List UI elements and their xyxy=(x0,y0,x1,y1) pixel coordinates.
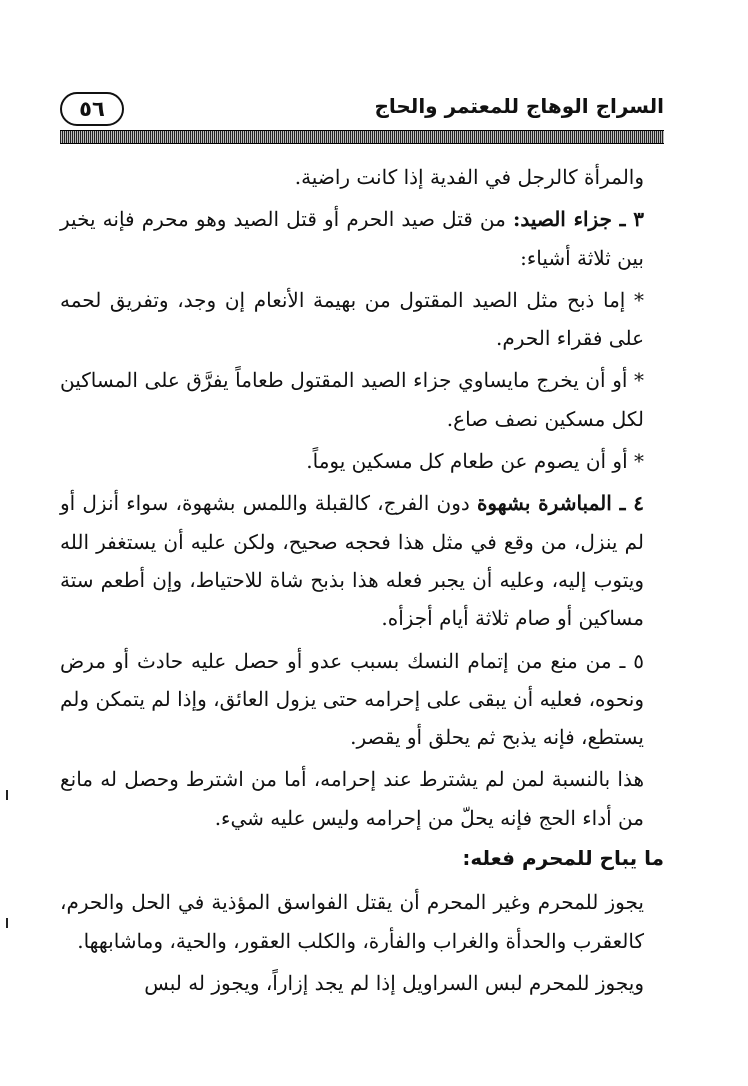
paragraph: والمرأة كالرجل في الفدية إذا كانت راضية. xyxy=(294,165,644,189)
page-number: ٥٦ xyxy=(60,92,124,126)
item-text: دون الفرج، كالقبلة واللمس بشهوة، سواء أنزل أو لم ينزل، من وقع في مثل هذا فحجه صحيح، ولكن عليه أن يستغفر الله ويتوب إليه، وعليه أن يجبر فعله هذا بذبح شاة للاحتياط، وإن أطعم ستة مساكين أو صام ثلاثة أيام أجزأه. xyxy=(60,491,644,631)
bullet-item: * أو أن يخرج مايساوي جزاء الصيد المقتول طعاماً يفرَّق على المساكين لكل مسكين نصف صاع. xyxy=(60,368,644,431)
paragraph: يجوز للمحرم وغير المحرم أن يقتل الفواسق المؤذية في الحل والحرم، كالعقرب والحدأة والغراب والفأرة، والكلب العقور، والحية، وماشابهها. xyxy=(60,890,644,953)
bullet-item: * إما ذبح مثل الصيد المقتول من بهيمة الأنعام إن وجد، وتفريق لحمه على فقراء الحرم. xyxy=(60,287,644,351)
bullet-item: * أو أن يصوم عن طعام كل مسكين يوماً. xyxy=(306,449,644,474)
margin-mark xyxy=(6,790,8,800)
section-heading: ما يباح للمحرم فعله: xyxy=(462,846,664,871)
margin-mark xyxy=(6,918,8,928)
page-header xyxy=(60,92,664,132)
header-rule xyxy=(60,130,664,144)
paragraph: ٥ ـ من منع من إتمام النسك بسبب عدو أو حصل عليه حادث أو مرض ونحوه، فعليه أن يبقى على إحرامه حتى يزول العائق، وإذا لم يتمكن ولم يستطع، فإنه يذبح ثم يحلق أو يقصر. xyxy=(60,648,644,750)
paragraph: هذا بالنسبة لمن لم يشترط عند إحرامه، أما من اشترط وحصل له مانع من أداء الحج فإنه يحلّ من إحرامه وليس عليه شيء. xyxy=(60,767,644,830)
paragraph xyxy=(60,484,664,637)
item-text: من قتل صيد الحرم أو قتل الصيد وهو محرم فإنه يخير بين ثلاثة أشياء: xyxy=(60,207,644,270)
paragraph xyxy=(60,200,664,277)
paragraph: ويجوز للمحرم لبس السراويل إذا لم يجد إزاراً، ويجوز له لبس xyxy=(144,970,644,995)
item-title: ٣ ـ جزاء الصيد: xyxy=(512,207,644,232)
running-title: السراج الوهاج للمعتمر والحاج xyxy=(374,94,664,118)
page-body xyxy=(60,158,664,1002)
item-title: ٤ ـ المباشرة بشهوة xyxy=(476,491,644,516)
